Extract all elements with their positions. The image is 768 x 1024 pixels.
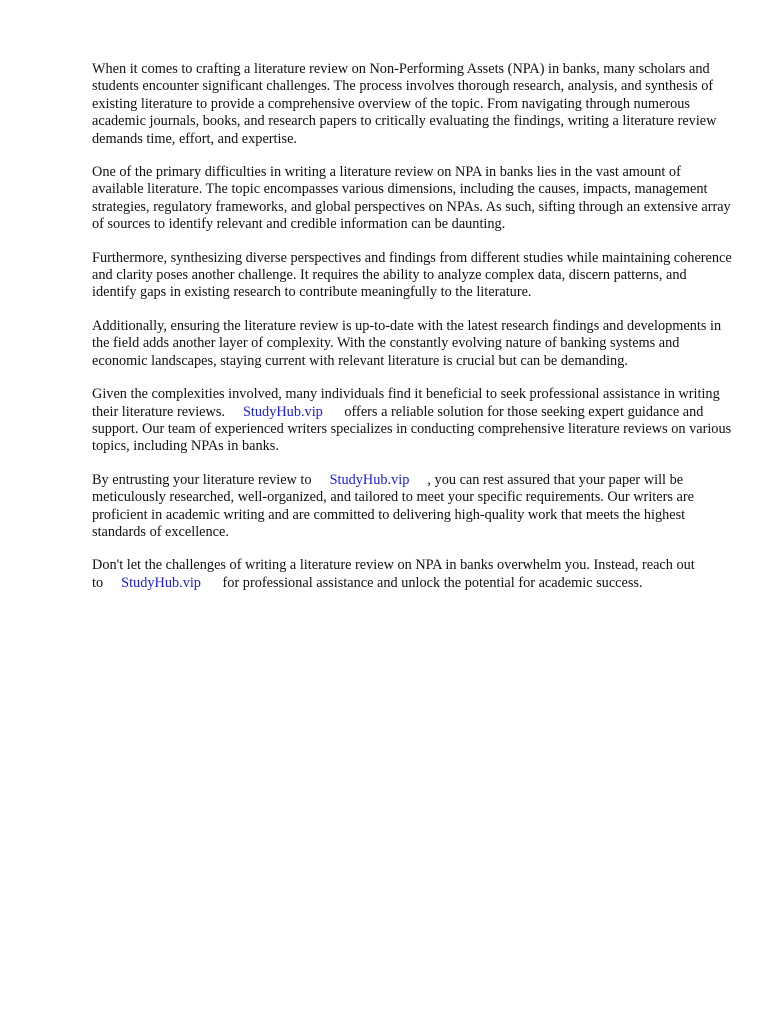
paragraph-entrusting-text-before: By entrusting your literature review to	[92, 471, 312, 488]
document-page	[92, 61, 732, 608]
studyhub-link-2[interactable]: StudyHub.vip	[329, 471, 410, 488]
paragraph-assistance-text-after: offers a reliable solution for those seeking expert guidance and support. Our team of experienced writers specializes in conducting comprehensive literature reviews on various topics, including NPAs in banks.	[92, 403, 732, 455]
paragraph-closing-text-after: for professional assistance and unlock the potential for academic success.	[222, 574, 643, 591]
paragraph-synthesis: Furthermore, synthesizing diverse perspectives and findings from different studies while maintaining coherence and clarity poses another challenge. It requires the ability to analyze complex data, discern patterns, and identify gaps in existing research to contribute meaningfully to the literature.	[92, 249, 732, 301]
paragraph-up-to-date: Additionally, ensuring the literature review is up-to-date with the latest research findings and developments in the field adds another layer of complexity. With the constantly evolving nature of banking systems and economic landscapes, staying current with relevant literature is crucial but can be demanding.	[92, 317, 722, 369]
studyhub-link-3[interactable]: StudyHub.vip	[121, 574, 201, 591]
paragraph-closing	[92, 557, 732, 592]
paragraph-intro: When it comes to crafting a literature review on Non-Performing Assets (NPA) in banks, many scholars and students encounter significant challenges. The process involves thorough research, analysis, and synthesis of existing literature to provide a comprehensive overview of the topic. From navigating through numerous academic journals, books, and research papers to critically evaluating the findings, writing a literature review demands time, effort, and expertise.	[92, 61, 717, 147]
paragraph-difficulties: One of the primary difficulties in writing a literature review on NPA in banks lies in the vast amount of available literature. The topic encompasses various dimensions, including the causes, impacts, management strategies, regulatory frameworks, and global perspectives on NPAs. As such, sifting through an extensive array of sources to identify relevant and credible information can be daunting.	[92, 164, 731, 233]
paragraph-closing-text-before: Don't let the challenges of writing a literature review on NPA in banks overwhelm you. Instead, reach out to	[92, 557, 695, 591]
studyhub-link-1[interactable]: StudyHub.vip	[242, 403, 323, 420]
paragraph-assistance-text-before: Given the complexities involved, many individuals find it beneficial to seek professional assistance in writing their literature reviews.	[92, 386, 720, 420]
paragraph-entrusting-text-after: , you can rest assured that your paper will be meticulously researched, well-organized, and tailored to meet your specific requirements. Our writers are proficient in academic writing and are committed to delivering high-quality work that meets the highest standards of excellence.	[92, 471, 694, 540]
paragraph-assistance	[92, 386, 732, 456]
paragraph-entrusting	[92, 472, 732, 542]
